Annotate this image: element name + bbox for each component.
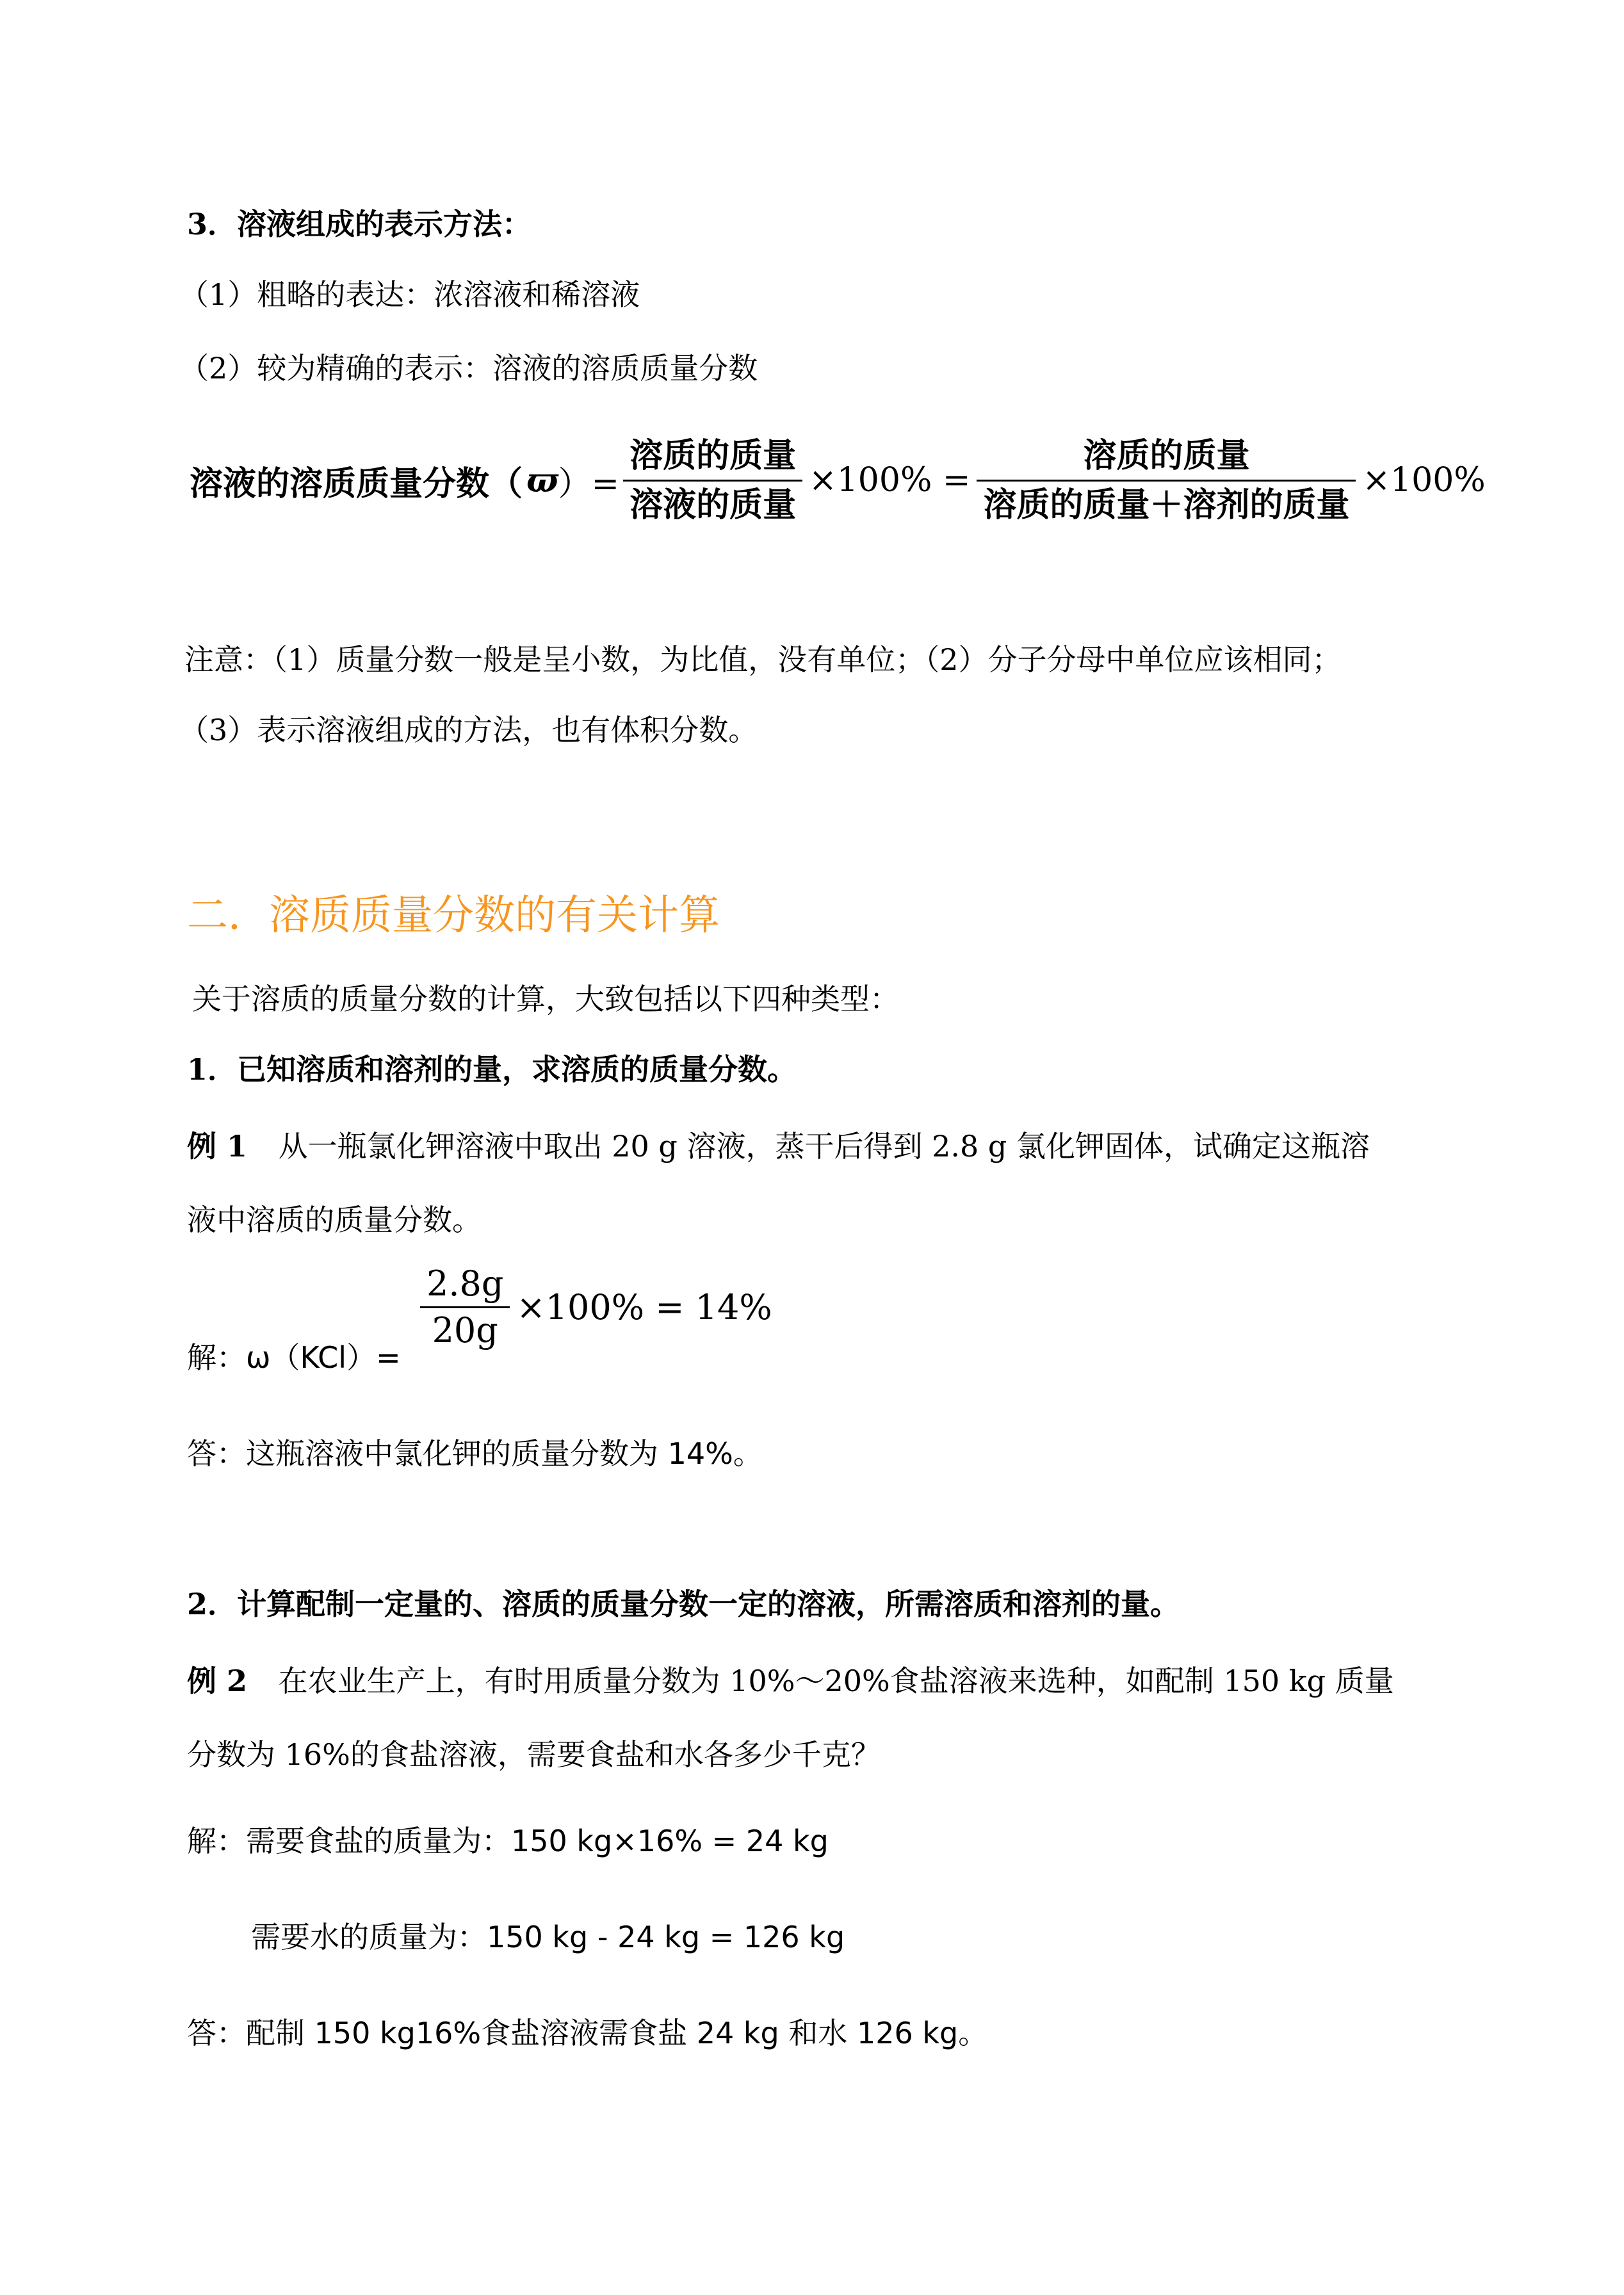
example1-line2: 液中溶质的质量分数。 bbox=[187, 1203, 482, 1237]
example1-text: 从一瓶氯化钾溶液中取出 20 g 溶液，蒸干后得到 2.8 g 氯化钾固体，试确定这瓶溶 bbox=[278, 1129, 1370, 1164]
note-line-1: 注意：（1）质量分数一般是呈小数，为比值，没有单位；（2）分子分母中单位应该相同； bbox=[184, 642, 1342, 677]
section-two-heading: 二．溶质质量分数的有关计算 bbox=[187, 892, 720, 939]
section3-heading: 3．溶液组成的表示方法： bbox=[187, 207, 532, 241]
example1-line1 bbox=[187, 1127, 1370, 1165]
kcl-denominator: 20g bbox=[432, 1310, 498, 1350]
kcl-numerator: 2.8g bbox=[426, 1263, 504, 1304]
fraction-numerator: 溶质的质量 bbox=[629, 435, 797, 475]
answer2: 答：配制 150 kg16%食盐溶液需食盐 24 kg 和水 126 kg。 bbox=[187, 2016, 988, 2050]
formula-close: ）= bbox=[558, 464, 620, 503]
solution1-prefix: 解：ω（KCl）= bbox=[187, 1340, 401, 1375]
type2-heading: 2．计算配制一定量的、溶质的质量分数一定的溶液，所需溶质和溶剂的量。 bbox=[187, 1587, 1180, 1621]
fraction-numerator: 溶质的质量 bbox=[1083, 435, 1250, 475]
kcl-fraction bbox=[420, 1261, 510, 1353]
example2-line1 bbox=[187, 1662, 1394, 1700]
note-line-2: （3）表示溶液组成的方法，也有体积分数。 bbox=[179, 713, 758, 747]
section3-item1: （1）粗略的表达：浓溶液和稀溶液 bbox=[179, 277, 640, 312]
mass-fraction-formula bbox=[190, 423, 1488, 538]
fraction-solute-over-solution bbox=[623, 432, 802, 529]
example2-line2: 分数为 16%的食盐溶液，需要食盐和水各多少千克？ bbox=[187, 1737, 881, 1772]
example2-text: 在农业生产上，有时用质量分数为 10%～20%食盐溶液来选种，如配制 150 kg 质量 bbox=[278, 1664, 1394, 1698]
fraction-solute-over-sum bbox=[977, 432, 1356, 529]
example1-label: 例 1 bbox=[187, 1129, 248, 1164]
formula-times-2: ×100% bbox=[1362, 461, 1486, 499]
solution2-line2: 需要水的质量为：150 kg - 24 kg = 126 kg bbox=[251, 1920, 845, 1954]
answer1: 答：这瓶溶液中氯化钾的质量分数为 14%。 bbox=[187, 1436, 763, 1471]
fraction-denominator: 溶质的质量＋溶剂的质量 bbox=[983, 485, 1350, 524]
omega-symbol: ϖ bbox=[526, 460, 558, 500]
type1-heading: 1．已知溶质和溶剂的量，求溶质的质量分数。 bbox=[187, 1052, 797, 1087]
fraction-denominator: 溶液的质量 bbox=[629, 485, 797, 524]
kcl-fraction-formula bbox=[416, 1261, 775, 1353]
kcl-result: ×100% = 14% bbox=[516, 1287, 772, 1327]
section3-item2: （2）较为精确的表示：溶液的溶质质量分数 bbox=[179, 351, 758, 385]
example2-label: 例 2 bbox=[187, 1664, 248, 1698]
section-two-intro: 关于溶质的质量分数的计算，大致包括以下四种类型： bbox=[192, 982, 899, 1016]
formula-lead-text: 溶液的溶质质量分数（ bbox=[190, 464, 523, 503]
formula-times-1: ×100% = bbox=[809, 461, 971, 499]
solution2-line1: 解：需要食盐的质量为：150 kg×16% = 24 kg bbox=[187, 1824, 829, 1858]
